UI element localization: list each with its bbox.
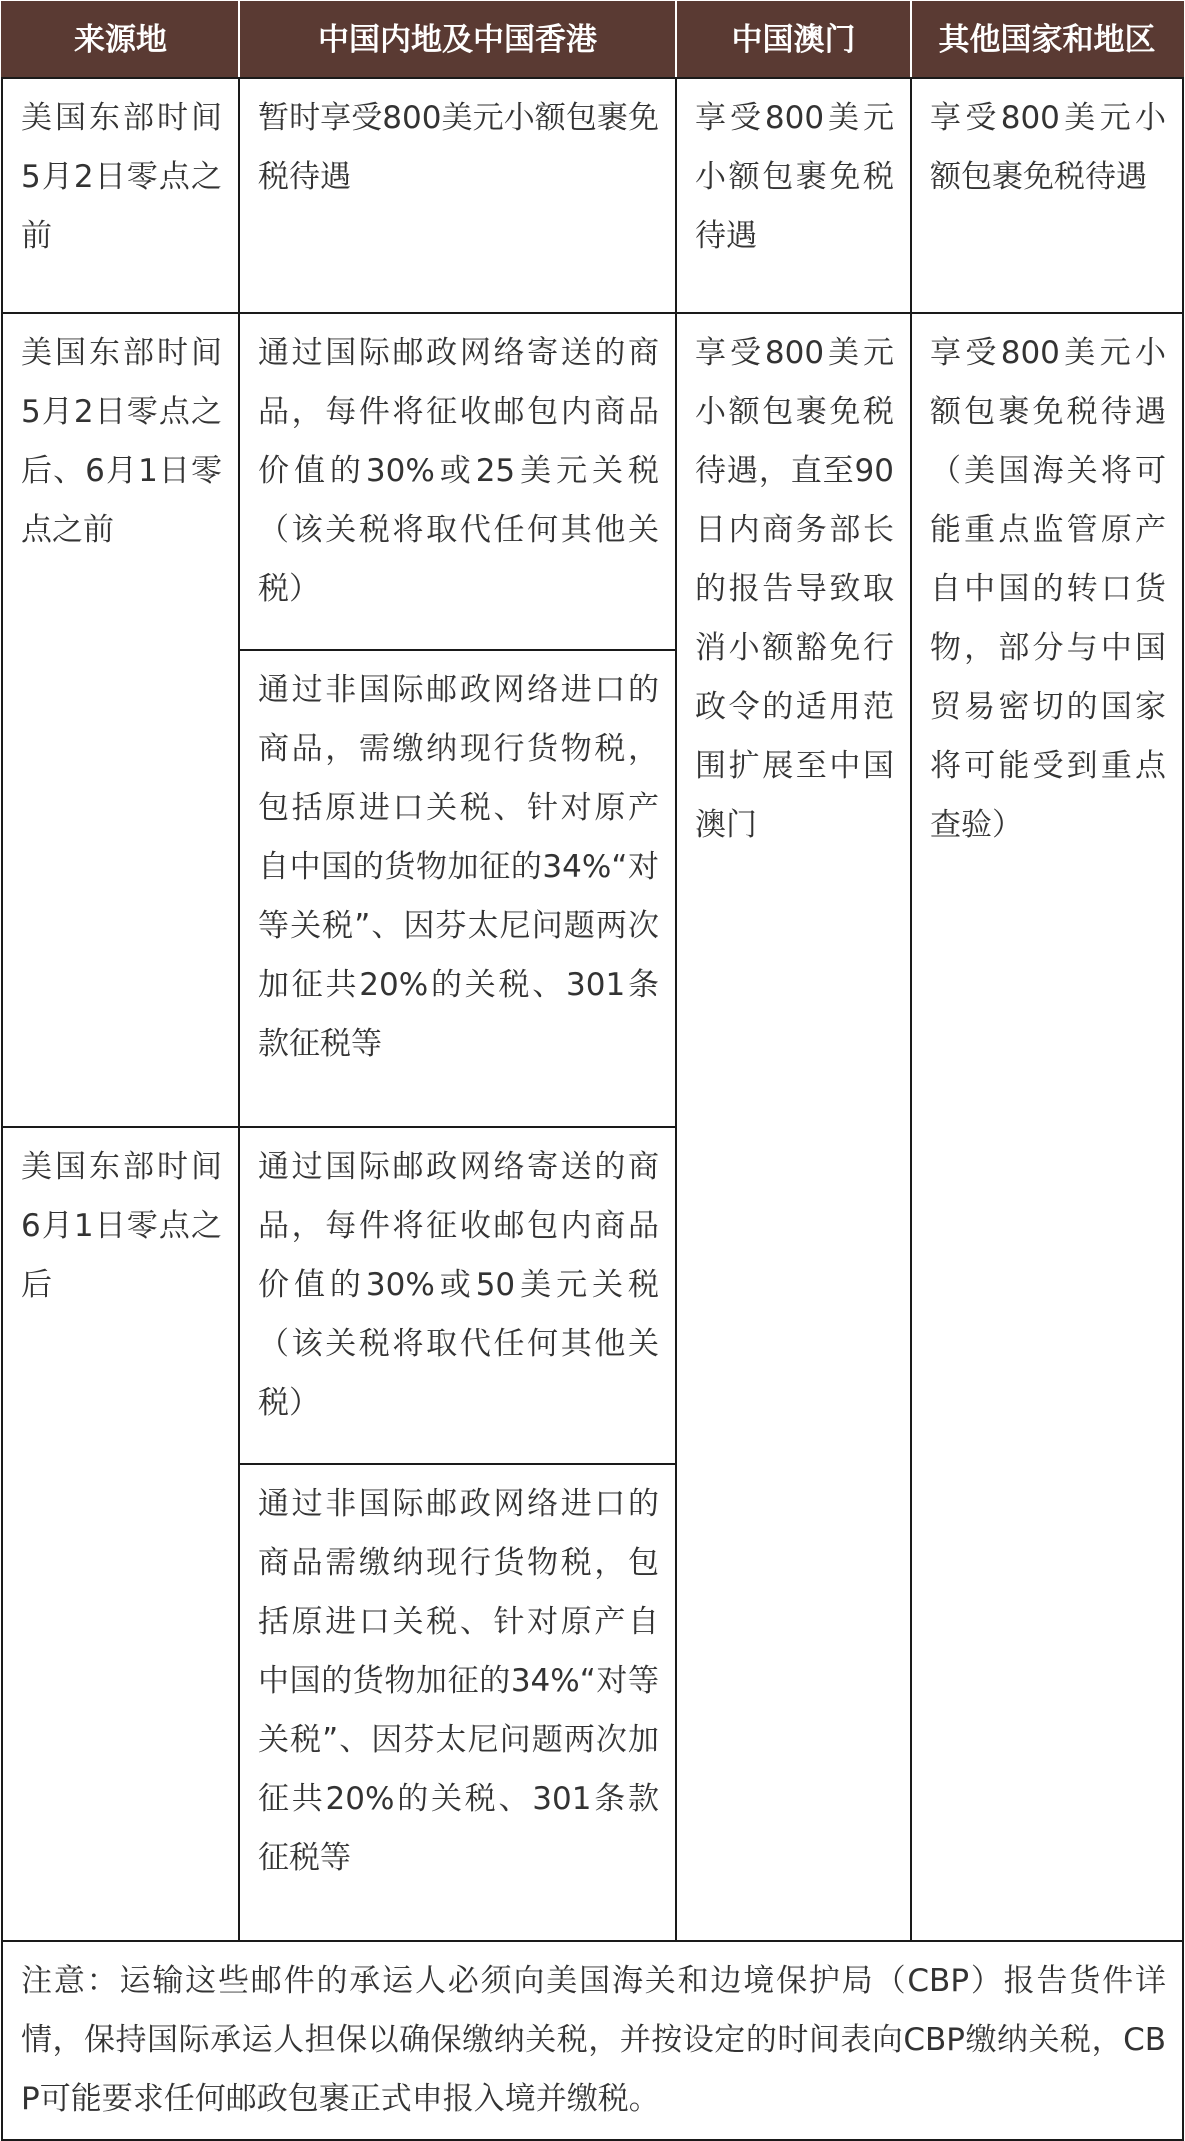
tariff-table xyxy=(1,1,1184,2141)
header-row xyxy=(2,2,1183,78)
mainland-hk-non-postal-cell: 通过非国际邮政网络进口的商品，需缴纳现行货物税，包括原进口关税、针对原产自中国的货物加征的34%“对等关税”、因芬太尼问题两次加征共20%的关税、301条款征税等 xyxy=(239,650,676,1127)
header-macao: 中国澳门 xyxy=(676,2,911,78)
header-others: 其他国家和地区 xyxy=(911,2,1183,78)
others-cell: 享受800美元小额包裹免税待遇 xyxy=(911,78,1183,313)
table-row xyxy=(2,78,1183,313)
others-cell: 享受800美元小额包裹免税待遇（美国海关将可能重点监管原产自中国的转口货物，部分与中国贸易密切的国家将可能受到重点查验） xyxy=(911,313,1183,1941)
origin-cell: 美国东部时间5月2日零点之后、6月1日零点之前 xyxy=(2,313,239,1127)
mainland-hk-cell: 暂时享受800美元小额包裹免税待遇 xyxy=(239,78,676,313)
note-text: 注意：运输这些邮件的承运人必须向美国海关和边境保护局（CBP）报告货件详情，保持国际承运人担保以确保缴纳关税，并按设定的时间表向CBP缴纳关税，CBP可能要求任何邮政包裹正式申报入境并缴税。 xyxy=(2,1941,1183,2140)
origin-cell: 美国东部时间5月2日零点之前 xyxy=(2,78,239,313)
macao-cell: 享受800美元小额包裹免税待遇，直至90日内商务部长的报告导致取消小额豁免行政令的适用范围扩展至中国澳门 xyxy=(676,313,911,1941)
note-row xyxy=(2,1941,1183,2140)
mainland-hk-postal-cell: 通过国际邮政网络寄送的商品，每件将征收邮包内商品价值的30%或25美元关税（该关税将取代任何其他关税） xyxy=(239,313,676,650)
mainland-hk-non-postal-cell: 通过非国际邮政网络进口的商品需缴纳现行货物税，包括原进口关税、针对原产自中国的货物加征的34%“对等关税”、因芬太尼问题两次加征共20%的关税、301条款征税等 xyxy=(239,1464,676,1941)
header-mainland-hk: 中国内地及中国香港 xyxy=(239,2,676,78)
table-row xyxy=(2,313,1183,650)
header-origin: 来源地 xyxy=(2,2,239,78)
origin-cell: 美国东部时间6月1日零点之后 xyxy=(2,1127,239,1941)
macao-cell: 享受800美元小额包裹免税待遇 xyxy=(676,78,911,313)
mainland-hk-postal-cell: 通过国际邮政网络寄送的商品，每件将征收邮包内商品价值的30%或50美元关税（该关税将取代任何其他关税） xyxy=(239,1127,676,1464)
